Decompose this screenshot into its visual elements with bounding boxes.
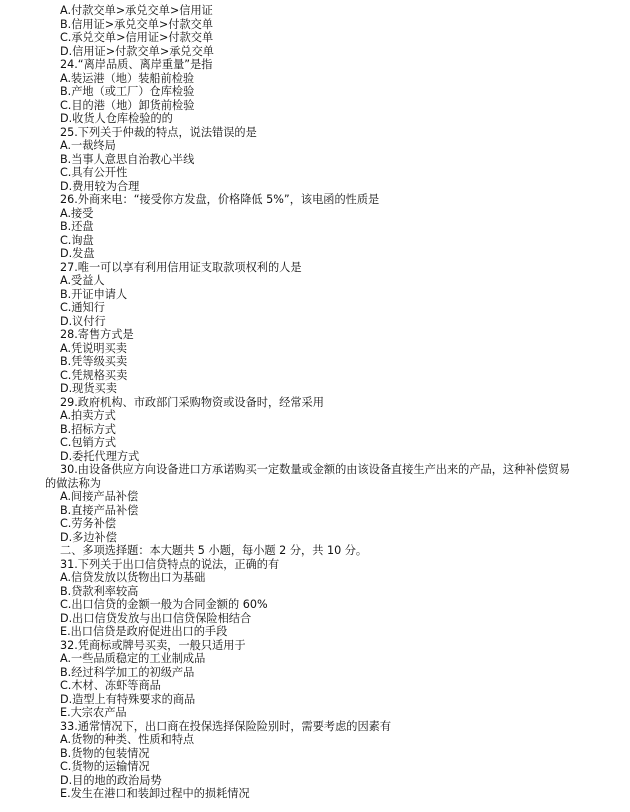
text-line: B.经过科学加工的初级产品 xyxy=(60,665,195,679)
text-line: A.付款交单>承兑交单>信用证 xyxy=(60,4,213,17)
text-line: A.一些品质稳定的工业制成品 xyxy=(60,652,206,665)
text-line: D.多边补偿 xyxy=(60,530,117,544)
question-29: 29.政府机构、市政部门采购物资或设备时，经常采用 xyxy=(60,395,324,409)
section-heading: 二、多项选择题：本大题共 5 小题，每小题 2 分，共 10 分。 xyxy=(60,544,368,557)
text-line: B.开证申请人 xyxy=(60,287,128,301)
text-line: D.委托代理方式 xyxy=(60,449,140,463)
text-line: C.承兑交单>信用证>付款交单 xyxy=(60,31,214,44)
text-line: D.议付行 xyxy=(60,314,106,328)
text-line: D.现货买卖 xyxy=(60,382,117,395)
question-26: 26.外商来电：“接受你方发盘，价格降低 5%”，该电函的性质是 xyxy=(60,193,380,206)
text-line: B.信用证>承兑交单>付款交单 xyxy=(60,17,214,31)
text-line: A.装运港（地）装船前检验 xyxy=(60,71,195,85)
text-line: D.收货人仓库检验的的 xyxy=(60,112,173,125)
text-line: A.受益人 xyxy=(60,274,105,287)
question-32: 32.凭商标或牌号买卖，一般只适用于 xyxy=(60,638,246,652)
text-line: A.接受 xyxy=(60,206,94,220)
text-line: C.凭规格买卖 xyxy=(60,368,128,382)
text-line: A.凭说明买卖 xyxy=(60,341,127,355)
text-line: B.贷款利率较高 xyxy=(60,584,139,598)
text-line: E.大宗农产品 xyxy=(60,706,127,719)
text-line: D.造型上有特殊要求的商品 xyxy=(60,692,196,706)
text-line: C.出口信贷的金额一般为合同金额的 60% xyxy=(60,598,268,611)
text-line: E.发生在港口和装卸过程中的损耗情况 xyxy=(60,787,250,800)
text-line: B.当事人意思自治教心半线 xyxy=(60,152,195,166)
text-line: D.发盘 xyxy=(60,247,95,260)
question-30: 30.由设备供应方向设备进口方承诺购买一定数量或金额的由该设备直接生产出来的产品，这种补偿贸易 xyxy=(60,463,571,476)
question-28: 28.寄售方式是 xyxy=(60,328,134,341)
text-line: B.凭等级买卖 xyxy=(60,355,128,368)
question-24: 24.“离岸品质、离岸重量”是指 xyxy=(60,58,213,71)
text-line: A.信贷发放以货物出口为基础 xyxy=(60,571,206,584)
text-line: D.出口信贷发放与出口信贷保险相结合 xyxy=(60,611,252,625)
text-line: B.货物的包装情况 xyxy=(60,746,150,760)
text-line: D.费用较为合理 xyxy=(60,179,140,193)
text-line: C.劳务补偿 xyxy=(60,517,117,530)
text-line: A.拍卖方式 xyxy=(60,409,116,422)
text-line: E.出口信贷是政府促进出口的手段 xyxy=(60,625,228,638)
text-line: B.招标方式 xyxy=(60,422,116,436)
question-30-continued: 的做法称为 xyxy=(45,476,101,490)
text-line: A.货物的种类、性质和特点 xyxy=(60,733,195,746)
text-line: C.询盘 xyxy=(60,233,94,247)
text-line: A.间接产品补偿 xyxy=(60,490,139,503)
text-line: C.具有公开性 xyxy=(60,166,128,179)
text-line: A.一裁终局 xyxy=(60,139,116,152)
text-line: C.包销方式 xyxy=(60,436,117,449)
text-line: D.信用证>付款交单>承兑交单 xyxy=(60,44,214,58)
text-line: B.还盘 xyxy=(60,220,94,233)
text-line: B.直接产品补偿 xyxy=(60,503,139,517)
text-line: D.目的地的政治局势 xyxy=(60,773,162,787)
text-line: C.货物的运输情况 xyxy=(60,760,150,773)
text-line: C.目的港（地）卸货前检验 xyxy=(60,98,195,112)
text-line: B.产地（或工厂）仓库检验 xyxy=(60,85,195,98)
text-line: C.通知行 xyxy=(60,301,105,314)
text-line: C.木材、冻虾等商品 xyxy=(60,679,161,692)
question-31: 31.下列关于出口信贷特点的说法，正确的有 xyxy=(60,557,280,571)
question-25: 25.下列关于仲裁的特点，说法错误的是 xyxy=(60,125,257,139)
question-33: 33.通常情况下，出口商在投保选择保险险别时，需要考虑的因素有 xyxy=(60,719,392,733)
question-27: 27.唯一可以享有利用信用证支取款项权利的人是 xyxy=(60,260,302,274)
